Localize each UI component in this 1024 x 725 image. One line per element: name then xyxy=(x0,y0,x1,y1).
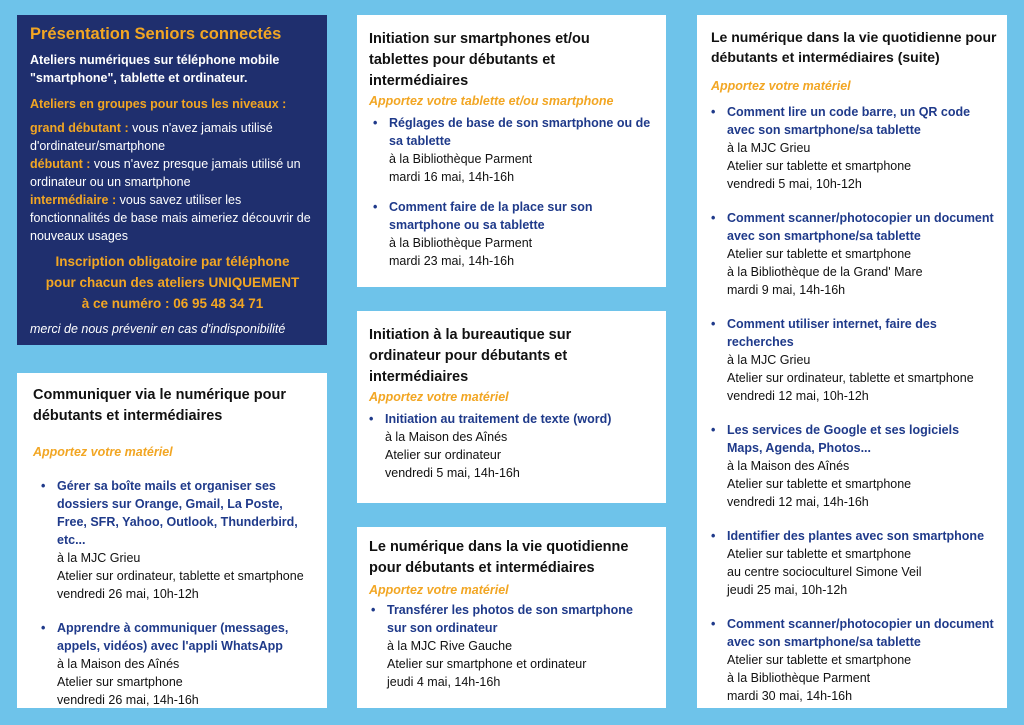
list-item: • Comment lire un code barre, un QR code avec son smartphone/sa tablette à la MJC Grieu Atelier sur tablette et smartphone vendredi 5 mai, 10h-12h xyxy=(711,103,997,193)
communiquer-bring: Apportez votre matériel xyxy=(33,445,173,459)
presentation-note: merci de nous prévenir en cas d'indisponibilité xyxy=(30,322,286,336)
initiation-smartphones-card xyxy=(357,15,666,287)
quotidien-card xyxy=(357,527,666,708)
quotidien-bring: Apportez votre matériel xyxy=(369,583,509,597)
communiquer-title: Communiquer via le numérique pour débutants et intermédiaires xyxy=(33,387,286,424)
quotidien-suite-list xyxy=(711,103,997,705)
quotidien-suite-card xyxy=(697,15,1007,708)
bureautique-list xyxy=(369,410,654,482)
list-item: • Comment scanner/photocopier un document avec son smartphone/sa tablette Atelier sur tablette et smartphone à la Bibliothèque Parment mardi 30 mai, 14h-16h xyxy=(711,615,997,705)
initiation-smartphones-title: Initiation sur smartphones et/ou tablettes pour débutants et intermédiaires xyxy=(369,31,590,89)
level-intermediaire: intermédiaire : vous savez utiliser les fonctionnalités de base mais aimeriez découvrir de nouveaux usages xyxy=(30,193,311,243)
list-item: • Apprendre à communiquer (messages, appels, vidéos) avec l'appli WhatsApp à la Maison des Aînés Atelier sur smartphone vendredi 26 mai, 14h-16h xyxy=(41,619,311,709)
communiquer-card xyxy=(17,373,327,708)
phone-number: à ce numéro : 06 95 48 34 71 xyxy=(81,296,264,311)
quotidien-title: Le numérique dans la vie quotidienne pour débutants et intermédiaires xyxy=(369,539,629,576)
list-item: • Identifier des plantes avec son smartphone Atelier sur tablette et smartphone au centre socioculturel Simone Veil jeudi 25 mai, 10h-12h xyxy=(711,527,997,599)
quotidien-suite-title: Le numérique dans la vie quotidienne pour débutants et intermédiaires (suite) xyxy=(711,29,997,65)
bureautique-card xyxy=(357,311,666,503)
list-item: • Gérer sa boîte mails et organiser ses dossiers sur Orange, Gmail, La Poste, Free, SFR, Yahoo, Outlook, Thunderbird, etc... à la MJC Grieu Atelier sur ordinateur, tablette et smartphone vendredi 26 mai, 10h-12h xyxy=(41,477,311,603)
registration-info: Inscription obligatoire par téléphone pour chacun des ateliers UNIQUEMENT à ce numéro : 06 95 48 34 71 xyxy=(30,251,315,314)
levels-heading: Ateliers en groupes pour tous les niveaux : xyxy=(30,97,287,111)
communiquer-list xyxy=(33,477,311,709)
presentation-title: Présentation Seniors connectés xyxy=(30,25,282,43)
list-item: • Transférer les photos de son smartphone sur son ordinateur à la MJC Rive Gauche Atelier sur smartphone et ordinateur jeudi 4 mai, 14h-16h xyxy=(371,601,654,691)
presentation-intro: Ateliers numériques sur téléphone mobile "smartphone", tablette et ordinateur. xyxy=(30,53,280,85)
list-item: • Comment scanner/photocopier un document avec son smartphone/sa tablette Atelier sur tablette et smartphone à la Bibliothèque de la Grand' Mare mardi 9 mai, 14h-16h xyxy=(711,209,997,299)
quotidien-suite-bring: Apportez votre matériel xyxy=(711,79,851,93)
list-item: • Réglages de base de son smartphone ou de sa tablette à la Bibliothèque Parment mardi 16 mai, 14h-16h xyxy=(373,114,654,186)
bureautique-bring: Apportez votre matériel xyxy=(369,390,509,404)
list-item: • Comment utiliser internet, faire des recherches à la MJC Grieu Atelier sur ordinateur, tablette et smartphone vendredi 12 mai, 10h-12h xyxy=(711,315,997,405)
list-item: • Initiation au traitement de texte (word) à la Maison des Aînés Atelier sur ordinateur vendredi 5 mai, 14h-16h xyxy=(369,410,654,482)
presentation-card xyxy=(17,15,327,345)
list-item: • Les services de Google et ses logiciels Maps, Agenda, Photos... à la Maison des Aînés Atelier sur tablette et smartphone vendredi 12 mai, 14h-16h xyxy=(711,421,997,511)
level-grand-debutant: grand débutant : vous n'avez jamais utilisé d'ordinateur/smartphone xyxy=(30,121,273,153)
level-debutant: débutant : vous n'avez presque jamais utilisé un ordinateur ou un smartphone xyxy=(30,157,301,189)
quotidien-list xyxy=(369,601,654,691)
initiation-smartphones-list xyxy=(369,114,654,270)
initiation-smartphones-bring: Apportez votre tablette et/ou smartphone xyxy=(369,94,614,108)
bureautique-title: Initiation à la bureautique sur ordinateur pour débutants et intermédiaires xyxy=(369,327,572,385)
list-item: • Comment faire de la place sur son smartphone ou sa tablette à la Bibliothèque Parment mardi 23 mai, 14h-16h xyxy=(373,198,654,270)
